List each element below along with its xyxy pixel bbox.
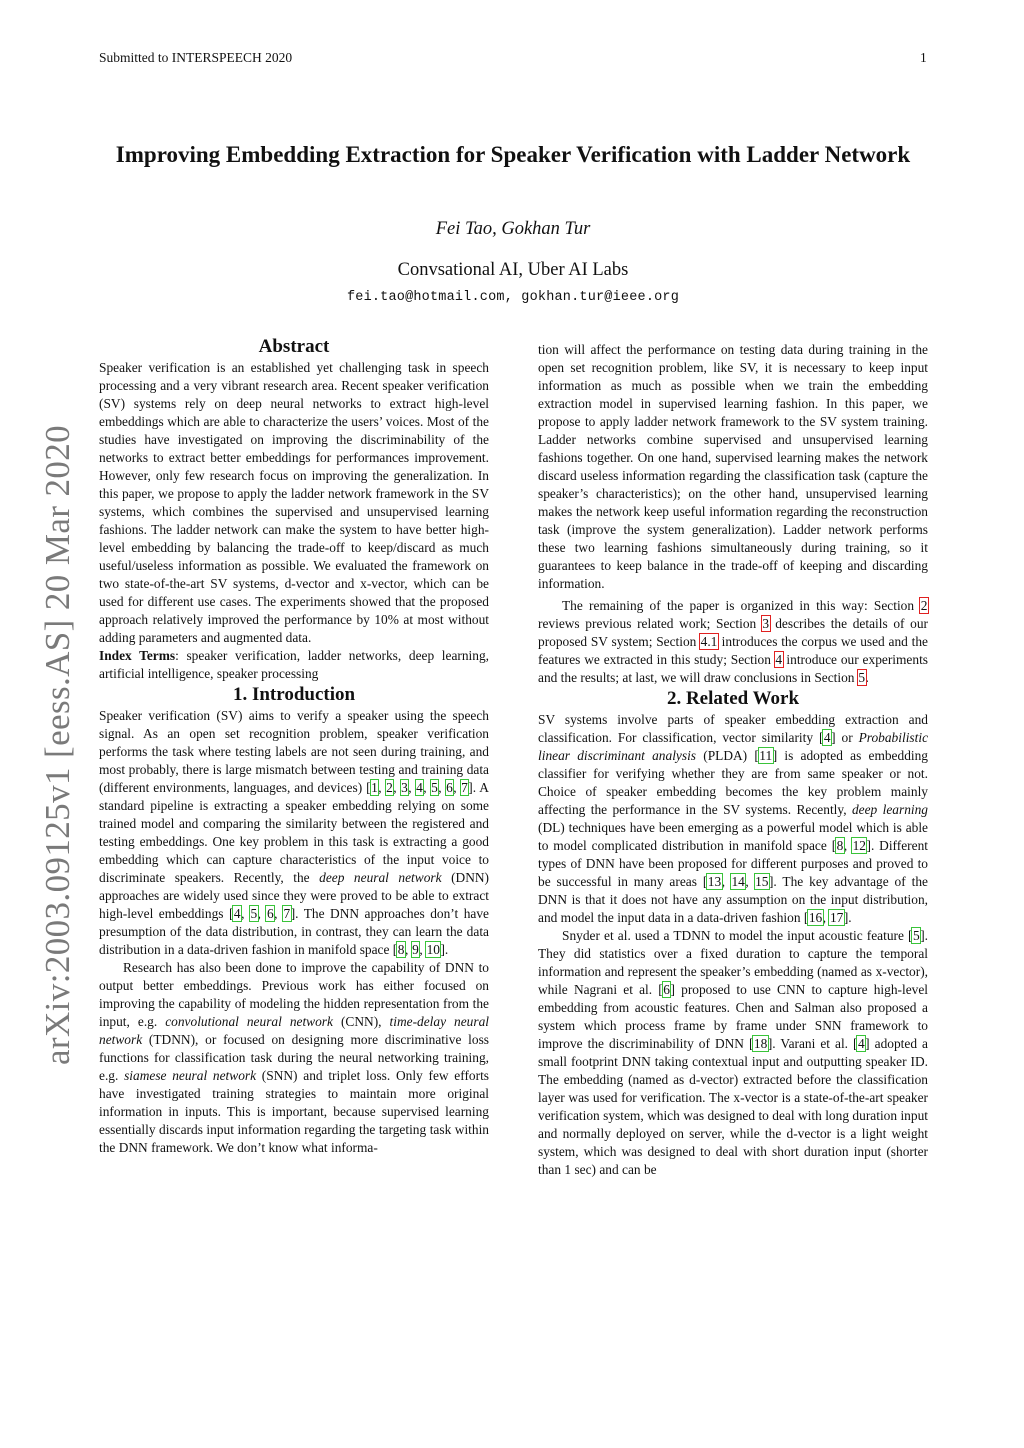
citation-link[interactable]: 17	[829, 910, 844, 925]
author-affiliation: Convsational AI, Uber AI Labs	[397, 260, 629, 280]
citation-link[interactable]: 3	[401, 780, 408, 795]
citation-link[interactable]: 13	[707, 874, 722, 889]
citation-link[interactable]: 6	[663, 982, 670, 997]
citation-link[interactable]: 11	[759, 748, 773, 763]
citation-link[interactable]: 7	[461, 780, 468, 795]
related-work-heading: 2. Related Work	[666, 688, 800, 709]
section-link[interactable]: 2	[920, 598, 928, 613]
citation-link[interactable]: 4	[416, 780, 423, 795]
citation-link[interactable]: 5	[431, 780, 438, 795]
intro-paragraph-4: The remaining of the paper is organized in this way: Section 2 reviews previous related work; Section 3 describes the details of our proposed SV system; Section 4.1 introduces the corpus we used and the features we extracted in this study; Section 4 introduce our experiments and the results; at last, we will draw conclusions in Section 5.	[538, 598, 929, 685]
author-emails: fei.tao@hotmail.com, gokhan.tur@ieee.org	[346, 290, 680, 305]
citation-link[interactable]: 10	[426, 942, 440, 957]
citation-link[interactable]: 1	[371, 780, 378, 795]
citation-link[interactable]: 9	[412, 942, 419, 957]
section-link[interactable]: 4	[775, 652, 783, 667]
citation-link[interactable]: 5	[250, 906, 258, 921]
citation-link[interactable]: 4	[233, 906, 241, 921]
related-paragraph-1: SV systems involve parts of speaker embedding extraction and classification. For classification, vector similarity [4] or Probabilistic linear discriminant analysis (PLDA) [11] is adopted as embedding classifier for verifying whether they are from same speaker or not. Choice of speaker embedding becomes the key problem mainly affecting the performance in the SV systems. Recently, deep learning (DL) techniques have been emerging as a powerful model which is able to model complicated distribution in manifold space [8, 12]. Different types of DNN have been proposed for different purposes and proved to be successful in many areas [13, 14, 15]. The key advantage of the DNN is that it does not have any assumption on the input distribution, and model the input data in a data-driven fashion [16, 17].	[538, 712, 929, 925]
citation-link[interactable]: 8	[397, 942, 405, 957]
citation-link[interactable]: 4	[823, 730, 831, 745]
paper-authors: Fei Tao, Gokhan Tur	[435, 219, 591, 239]
citation-link[interactable]: 7	[283, 906, 291, 921]
citation-link[interactable]: 14	[731, 874, 745, 889]
paper-title: Improving Embedding Extraction for Speaker Verification with Ladder Network	[115, 142, 911, 167]
citation-link[interactable]: 2	[386, 780, 393, 795]
index-terms-text: : speaker verification, ladder networks, deep learning, artificial intelligence, speaker processing	[99, 648, 490, 681]
intro-paragraph-2: Research has also been done to improve the capability of DNN to output better embeddings. Previous work has either focused on improving the capability of modeling the hidden representation from the input, e.g. convolutional neural network (CNN), time-delay neural network (TDNN), or focused on designing more discriminative loss functions for classification task during the neural networking training, e.g. siamese neural network (SNN) and triplet loss. Only few efforts have investigated training strategies to maintain more original information in inputs. This is important, because supervised learning essentially discards input information regarding the targeting task within the DNN framework. We don’t know what informa-	[99, 960, 489, 1155]
citation-link[interactable]: 6	[446, 780, 453, 795]
citation-link[interactable]: 15	[755, 874, 769, 889]
citation-link[interactable]: 5	[912, 928, 920, 943]
right-column	[538, 341, 928, 1179]
section-link[interactable]: 5	[858, 670, 866, 685]
page-number: 1	[920, 50, 927, 65]
introduction-heading: 1. Introduction	[232, 684, 356, 705]
intro-paragraph-1: Speaker verification (SV) aims to verify a speaker using the speech signal. As an open set recognition problem, speaker verification performs the task where testing labels are not seen during training, and most probably, there is large mismatch between testing and training data (different environments, languages, and devices) [1, 2, 3, 4, 5, 6, 7]. A standard pipeline is extracting a speaker embedding relying on some trained model and comparing the similarity between the registered and testing embeddings. One key problem in this task is extracting a good embedding which can capture characteristics of the input voice to discriminate speakers. Recently, the deep neural network (DNN) approaches are widely used since they were proved to be able to extract high-level embeddings [4, 5, 6, 7]. The DNN approaches don’t have presumption of the data distribution, in contrast, they can learn the data distribution in a data-driven fashion in manifold space [8, 9, 10].	[99, 708, 490, 957]
section-link[interactable]: 4.1	[700, 634, 718, 649]
citation-link[interactable]: 8	[836, 838, 844, 853]
intro-paragraph-3: tion will affect the performance on testing data during training in the open set recognition problem, like SV, it is necessary to keep input information as much as possible when we train the embedding extraction model in supervised learning fashion. In this paper, we propose to apply ladder network framework to the SV system training. Ladder networks combine supervised and unsupervised learning fashions together. On one hand, supervised learning makes the network discard useless information regarding the classification task (capture the speaker’s characteristics); on the other hand, unsupervised learning makes the network keep useful information regarding the reconstruction task (improve the system generalization). Ladder network performs these two learning fashions simultaneously during training, so it guarantees to keep balance in the trade-off of keeping and discarding information.	[538, 342, 928, 591]
index-terms-label: Index Terms	[99, 648, 176, 663]
running-header: Submitted to INTERSPEECH 2020	[99, 50, 293, 65]
citation-link[interactable]: 6	[266, 906, 274, 921]
citation-link[interactable]: 4	[857, 1036, 865, 1051]
index-terms	[99, 647, 489, 683]
related-paragraph-2: Snyder et al. used a TDNN to model the input acoustic feature [5]. They did statistics over a fixed duration to capture the temporal information and represent the speaker’s embedding (named as x-vector), while Nagrani et al. [6] proposed to use CNN to capture high-level embedding from acoustic features. Chen and Salman also proposed a system which process frame by frame under SNN framework to improve the discriminability of DNN [18]. Varani et al. [4] adopted a small footprint DNN taking contextual input and outputting speaker ID. The embedding (named as d-vector) extracted before the classification layer was used for verification. The x-vector is a state-of-the-art speaker verification system, which was designed to deal with long duration input and normally deployed on server, while the d-vector is a light weight system, which was designed to deal with short duration input (shorter than 1 sec) and can be	[538, 928, 929, 1177]
section-link[interactable]: 3	[762, 616, 770, 631]
citation-link[interactable]: 16	[808, 910, 823, 925]
citation-link[interactable]: 18	[753, 1036, 768, 1051]
left-column	[99, 335, 489, 1157]
arxiv-stamp: arXiv:2003.09125v1 [eess.AS] 20 Mar 2020	[38, 424, 77, 1065]
abstract-text: Speaker verification is an established yet challenging task in speech processing and a very vibrant research area. Recent speaker verification (SV) systems rely on deep neural networks to extract high-level embeddings which are able to characterize the users’ voices. Most of the studies have investigated on improving the discriminability of the networks to extract better embeddings for performances improvement. However, only few research focus on improving the generalization. In this paper, we propose to apply the ladder network framework in the SV systems, which combines the supervised and unsupervised learning fashions. The ladder network can make the system to have better high-level embedding by balancing the trade-off to keep/discard as much useful/useless information as possible. We evaluated the framework on two state-of-the-art SV systems, d-vector and x-vector, which can be used for different use cases. The experiments showed that the proposed approach relatively improved the performance by 10% at most without adding parameters and augmented data.	[99, 360, 489, 645]
citation-link[interactable]: 12	[852, 838, 866, 853]
abstract-heading: Abstract	[258, 336, 330, 357]
